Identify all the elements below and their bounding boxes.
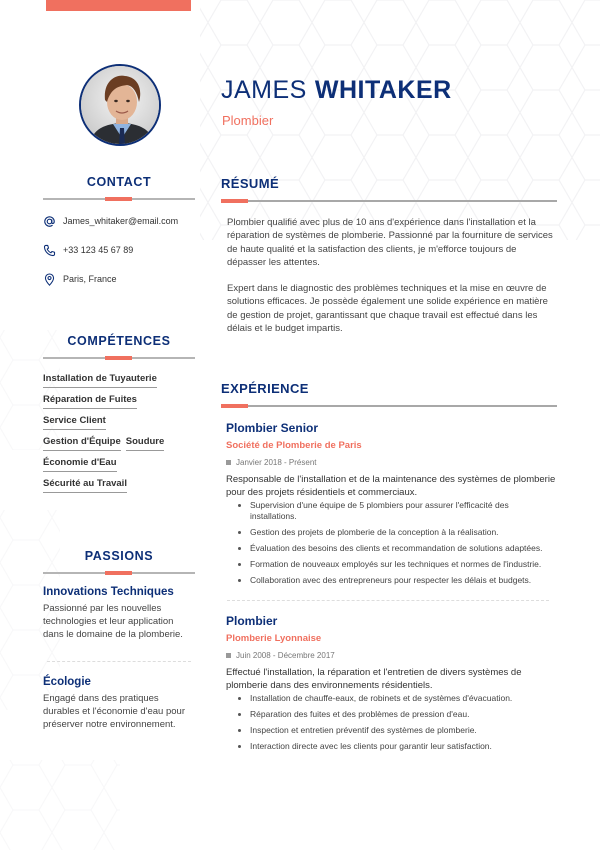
job-dates — [226, 651, 557, 660]
skill-tag: Service Client — [43, 415, 106, 430]
summary-paragraph: Plombier qualifié avec plus de 10 ans d'expérience dans l'installation et la réparation de systèmes de plomberie. Passionné par la fourniture de services de haute qualité et la satisfaction des clients, je m'efforce toujours de dépasser les attentes. — [227, 217, 553, 268]
section-divider — [43, 357, 195, 359]
passion-item — [43, 676, 195, 731]
skills-heading: COMPÉTENCES — [67, 334, 171, 348]
job-description: Responsable de l'installation et de la maintenance des systèmes de plomberie pour des projets résidentiels et commerciaux. — [226, 474, 556, 498]
job-bullet: Collaboration avec des entrepreneurs pour respecter les délais et budgets. — [236, 575, 557, 586]
contact-email-text: James_whitaker@email.com — [63, 216, 179, 226]
section-divider — [221, 405, 557, 407]
job-description: Effectué l'installation, la réparation et l'entretien de divers systèmes de plomberie dans des environnements résidentiels. — [226, 667, 522, 691]
job-bullet: Interaction directe avec les clients pour garantir leur satisfaction. — [236, 741, 557, 752]
job-company: Plomberie Lyonnaise — [226, 633, 322, 644]
job-bullet: Installation de chauffe-eaux, de robinets et de systèmes d'évacuation. — [236, 693, 557, 704]
job-company: Société de Plomberie de Paris — [226, 440, 362, 451]
summary-paragraph: Expert dans le diagnostic des problèmes techniques et la mise en œuvre de solutions efficaces. Je possède également une solide expérience en matière de gestion de projet, garantissant que chaque travail est effectué dans les délais et le budget impartis. — [227, 283, 548, 335]
passion-item — [43, 586, 195, 641]
job-bullet: Réparation des fuites et des problèmes de pression d'eau. — [236, 709, 557, 720]
calendar-icon — [226, 653, 231, 658]
job-entry — [221, 614, 557, 752]
job-role: Plombier — [226, 614, 278, 628]
skill-tag: Sécurité au Travail — [43, 478, 127, 493]
job-bullet: Gestion des projets de plomberie de la conception à la réalisation. — [236, 527, 557, 538]
passions-section — [43, 549, 195, 731]
at-icon — [43, 215, 56, 228]
passion-title: Écologie — [43, 676, 91, 688]
last-name: WHITAKER — [314, 76, 452, 104]
contact-heading: CONTACT — [86, 175, 152, 189]
top-accent-bar — [46, 0, 191, 11]
skills-section — [43, 334, 195, 499]
contact-phone[interactable] — [43, 243, 195, 257]
job-dates — [226, 458, 557, 467]
job-role: Plombier Senior — [226, 421, 319, 435]
contact-section — [43, 175, 195, 301]
skill-tag: Soudure — [126, 436, 165, 451]
contact-email[interactable] — [43, 214, 195, 228]
skill-tag: Gestion d'Équipe — [43, 436, 121, 451]
job-bullet: Évaluation des besoins des clients et recommandation de solutions adaptées. — [236, 543, 557, 554]
job-bullet: Formation de nouveaux employés sur les techniques et normes de l'industrie. — [236, 559, 557, 570]
passion-description: Engagé dans des pratiques durables et l'économie d'eau pour préserver notre environnement. — [43, 693, 185, 730]
skill-tag: Réparation de Fuites — [43, 394, 137, 409]
skill-tag: Installation de Tuyauterie — [43, 373, 157, 388]
section-divider — [221, 200, 557, 202]
skill-tag: Économie d'Eau — [43, 457, 117, 472]
contact-location — [43, 272, 195, 286]
profile-photo — [79, 64, 161, 146]
job-bullets — [226, 500, 557, 586]
passion-title: Innovations Techniques — [43, 586, 174, 598]
job-entry — [221, 421, 557, 586]
job-dates-text: Juin 2008 - Décembre 2017 — [236, 651, 335, 660]
candidate-name — [221, 76, 452, 105]
job-bullet: Supervision d'une équipe de 5 plombiers pour assurer l'efficacité des installations. — [236, 500, 557, 522]
passion-description: Passionné par les nouvelles technologies et leur application dans le domaine de la plomberie. — [43, 603, 183, 640]
divider-accent — [221, 199, 248, 203]
section-divider — [43, 198, 195, 200]
divider-accent — [105, 197, 132, 201]
passion-separator — [47, 661, 191, 662]
summary-heading: RÉSUMÉ — [221, 176, 280, 191]
summary-section — [221, 176, 557, 335]
passions-heading: PASSIONS — [84, 549, 154, 563]
job-separator — [227, 600, 549, 601]
first-name: JAMES — [221, 76, 307, 104]
divider-accent — [221, 404, 248, 408]
job-bullet: Inspection et entretien préventif des systèmes de plomberie. — [236, 725, 557, 736]
phone-icon — [43, 244, 56, 257]
job-title: Plombier — [222, 113, 274, 128]
job-dates-text: Janvier 2018 - Présent — [236, 458, 317, 467]
section-divider — [43, 572, 195, 574]
divider-accent — [105, 571, 132, 575]
experience-section — [221, 381, 557, 757]
skills-list — [43, 373, 195, 499]
contact-location-text: Paris, France — [63, 274, 117, 284]
location-pin-icon — [43, 273, 56, 286]
contact-phone-text: +33 123 45 67 89 — [63, 245, 134, 255]
calendar-icon — [226, 460, 231, 465]
summary-text — [221, 216, 557, 335]
experience-heading: EXPÉRIENCE — [221, 381, 309, 396]
divider-accent — [105, 356, 132, 360]
job-bullets — [226, 693, 557, 752]
contact-list — [43, 214, 195, 286]
